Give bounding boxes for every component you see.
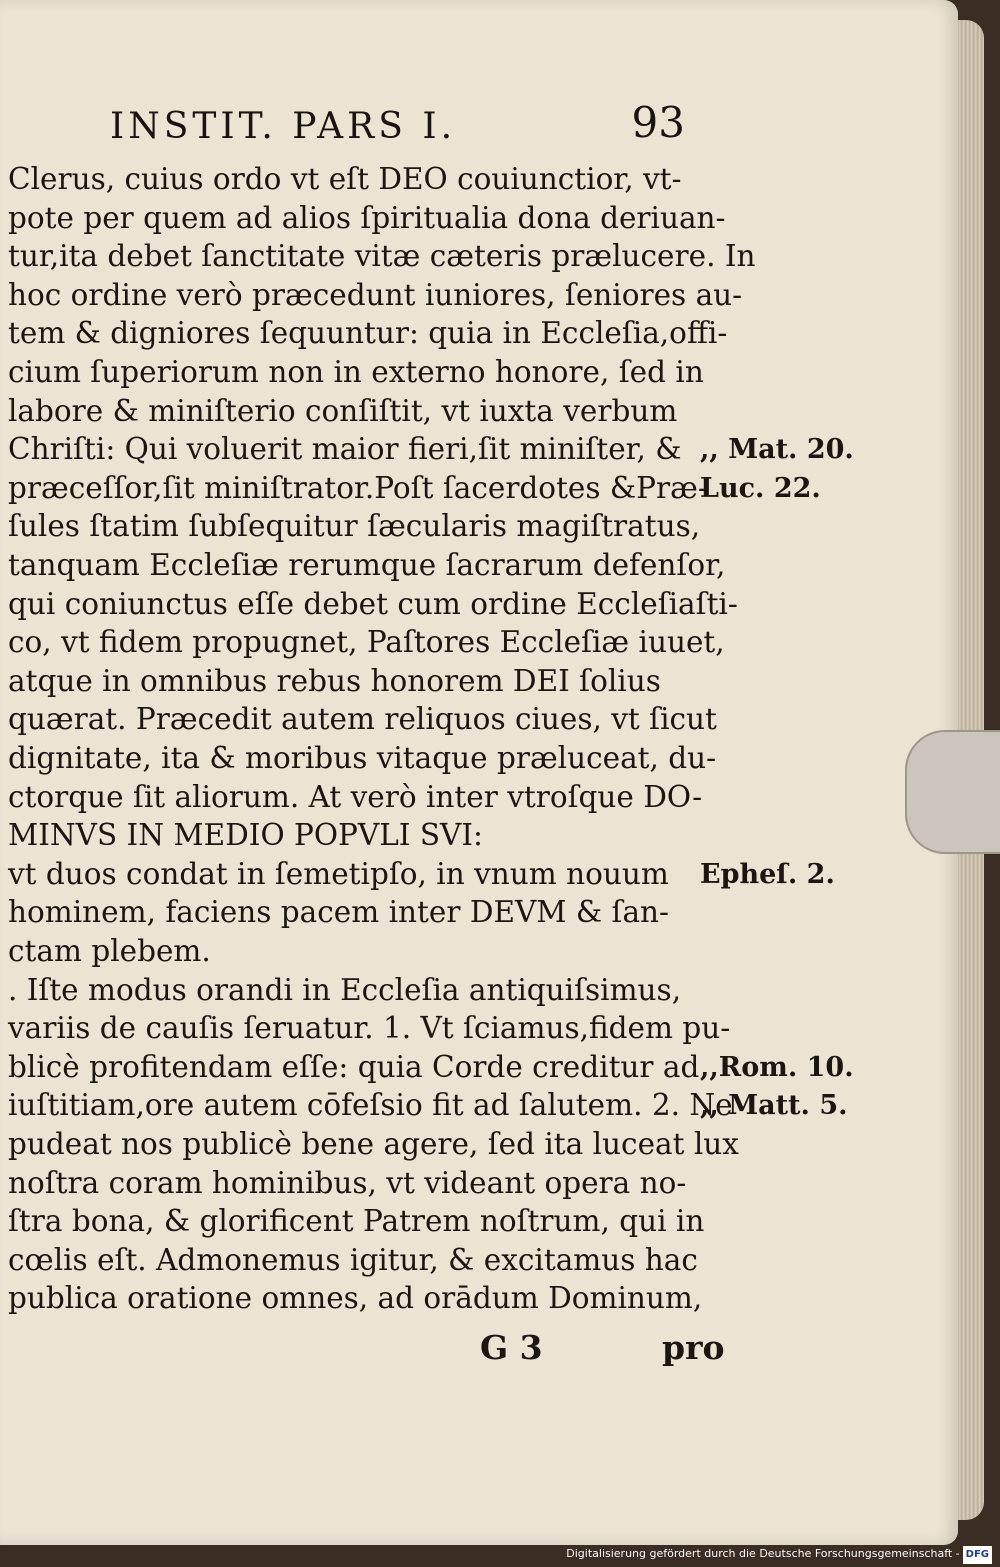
text-line: vt duos condat in ſemetipſo, in vnum nouum bbox=[8, 856, 669, 891]
text-line: Clerus, cuius ordo vt eſt DEO couiunctior, vt- bbox=[8, 162, 682, 196]
text-line: . Iſte modus orandi in Eccleſia antiquiſsimus, bbox=[8, 972, 682, 1007]
signature-mark: G 3 bbox=[480, 1328, 543, 1367]
text-line: iuſtitiam,ore autem cōfeſsio fit ad ſalutem. 2. Ne bbox=[8, 1088, 733, 1123]
text-line: Chriſti: Qui voluerit maior fieri,ſit miniſter, & bbox=[8, 432, 682, 467]
margin-note: Luc. 22. bbox=[700, 472, 821, 504]
text-line: ctorque ſit aliorum. At verò inter vtroſque DO- bbox=[8, 779, 703, 814]
text-line: MINVS IN MEDIO POPVLI SVI: bbox=[8, 818, 483, 853]
text-line: hoc ordine verò præcedunt iuniores, ſeniores au- bbox=[8, 277, 743, 312]
text-line: pote per quem ad alios ſpiritualia dona deriuan- bbox=[8, 200, 726, 235]
credit-text: Digitalisierung gefördert durch die Deutsche Forschungsgemeinschaft - bbox=[566, 1547, 960, 1560]
running-header bbox=[110, 98, 685, 158]
dfg-logo: DFG bbox=[963, 1546, 992, 1564]
digitization-credit bbox=[566, 1545, 992, 1563]
text-line: cium ſuperiorum non in externo honore, ſed in bbox=[8, 355, 704, 389]
text-line: præceſſor,ſit miniſtrator.Poſt ſacerdotes &Præ- bbox=[8, 470, 708, 505]
text-line: noſtra coram hominibus, vt videant opera no- bbox=[8, 1165, 687, 1200]
text-line: tanquam Eccleſiæ rerumque ſacrarum defenſor, bbox=[8, 548, 726, 582]
text-line: co, vt fidem propugnet, Paſtores Eccleſiæ iuuet, bbox=[8, 625, 725, 660]
text-line: ſules ſtatim ſubſequitur ſæcularis magiſtratus, bbox=[8, 509, 701, 544]
text-line: publica oratione omnes, ad orādum Dominum, bbox=[8, 1281, 703, 1316]
catchword: pro bbox=[662, 1328, 725, 1367]
margin-note: ,,Rom. 10. bbox=[700, 1051, 854, 1083]
text-line: dignitate, ita & moribus vitaque præluceat, du- bbox=[8, 741, 717, 775]
text-line: blicè profitendam eſſe: quia Corde creditur ad bbox=[8, 1049, 700, 1084]
text-line: qui coniunctus eſſe debet cum ordine Eccleſiaſti- bbox=[8, 586, 738, 621]
text-line: pudeat nos publicè bene agere, ſed ita luceat lux bbox=[8, 1127, 739, 1161]
text-line: quærat. Præcedit autem reliquos ciues, vt ſicut bbox=[8, 702, 717, 737]
margin-note: ,, Mat. 20. bbox=[700, 434, 854, 466]
text-line: labore & miniſterio conſiſtit, vt iuxta verbum bbox=[8, 393, 678, 428]
text-line: atque in omnibus rebus honorem DEI ſolius bbox=[8, 663, 661, 698]
running-title: INSTIT. PARS I. bbox=[110, 106, 457, 147]
margin-note: Epheſ. 2. bbox=[700, 858, 835, 890]
text-line: variis de cauſis ſeruatur. 1. Vt ſciamus,fidem pu- bbox=[8, 1011, 731, 1046]
text-line: cœlis eſt. Admonemus igitur, & excitamus hac bbox=[8, 1242, 698, 1277]
margin-note: ,, Matt. 5. bbox=[700, 1090, 848, 1122]
page-clip bbox=[905, 730, 1000, 854]
text-line: ctam plebem. bbox=[8, 934, 211, 968]
text-line: ſtra bona, & glorificent Patrem noſtrum, qui in bbox=[8, 1204, 705, 1239]
page-number: 93 bbox=[631, 98, 685, 147]
text-line: tem & digniores ſequuntur: quia in Eccleſia,offi- bbox=[8, 316, 728, 351]
text-line: tur,ita debet ſanctitate vitæ cæteris prælucere. In bbox=[8, 239, 756, 274]
text-line: hominem, faciens pacem inter DEVM & ſan- bbox=[8, 895, 669, 930]
